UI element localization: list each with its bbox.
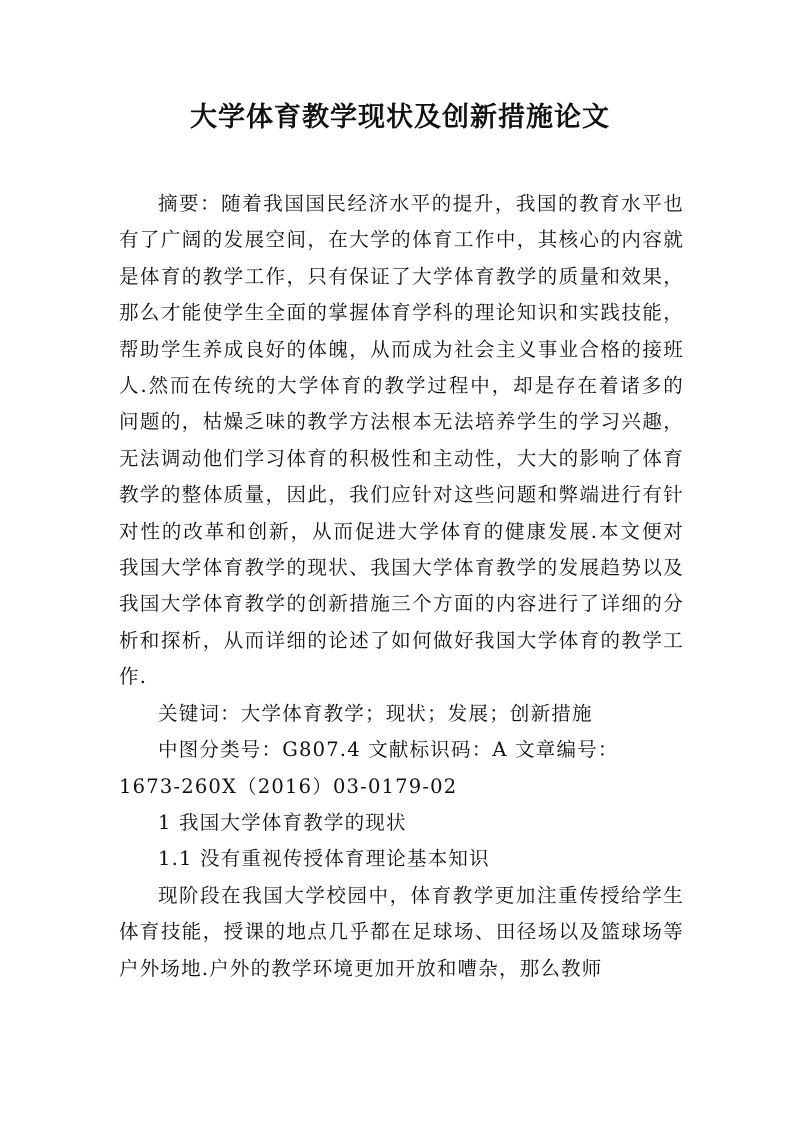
section-1-1-heading: 1.1 没有重视传授体育理论基本知识 bbox=[158, 847, 490, 871]
abstract-paragraph: 摘要：随着我国国民经济水平的提升，我国的教育水平也有了广阔的发展空间，在大学的体育工作中，其核心的内容就是体育的教学工作，只有保证了大学体育教学的质量和效果，那么才能使学生全面的掌握体育学科的理论知识和实践技能，帮助学生养成良好的体魄，从而成为社会主义事业合格的接班人.然而在传统的大学体育的教学过程中，却是存在着诸多的问题的，枯燥乏味的教学方法根本无法培养学生的学习兴趣，无法调动他们学习体育的积极性和主动性，大大的影响了体育教学的整体质量，因此，我们应针对这些问题和弊端进行有针对性的改革和创新，从而促进大学体育的健康发展.本文便对我国大学体育教学的现状、我国大学体育教学的发展趋势以及我国大学体育教学的创新措施三个方面的内容进行了详细的分析和探析，从而详细的论述了如何做好我国大学体育的教学工作. bbox=[119, 192, 684, 689]
document-title: 大学体育教学现状及创新措施论文 bbox=[190, 102, 610, 133]
classification-info bbox=[119, 732, 684, 768]
section-1-heading: 1 我国大学体育教学的现状 bbox=[158, 810, 407, 834]
classification-line-1: 中图分类号：G807.4 文献标识码：A 文章编号： bbox=[158, 738, 619, 762]
classification-line-2: 1673-260X（2016）03-0179-02 bbox=[119, 774, 458, 798]
section-1-1-paragraph: 现阶段在我国大学校园中，体育教学更加注重传授给学生体育技能，授课的地点几乎都在足球场、田径场以及篮球场等户外场地.户外的教学环境更加开放和嘈杂，那么教师 bbox=[119, 883, 684, 980]
keywords-line: 关键词：大学体育教学；现状；发展；创新措施 bbox=[158, 701, 593, 725]
classification-info-continued bbox=[119, 769, 684, 805]
document-body bbox=[119, 186, 684, 987]
